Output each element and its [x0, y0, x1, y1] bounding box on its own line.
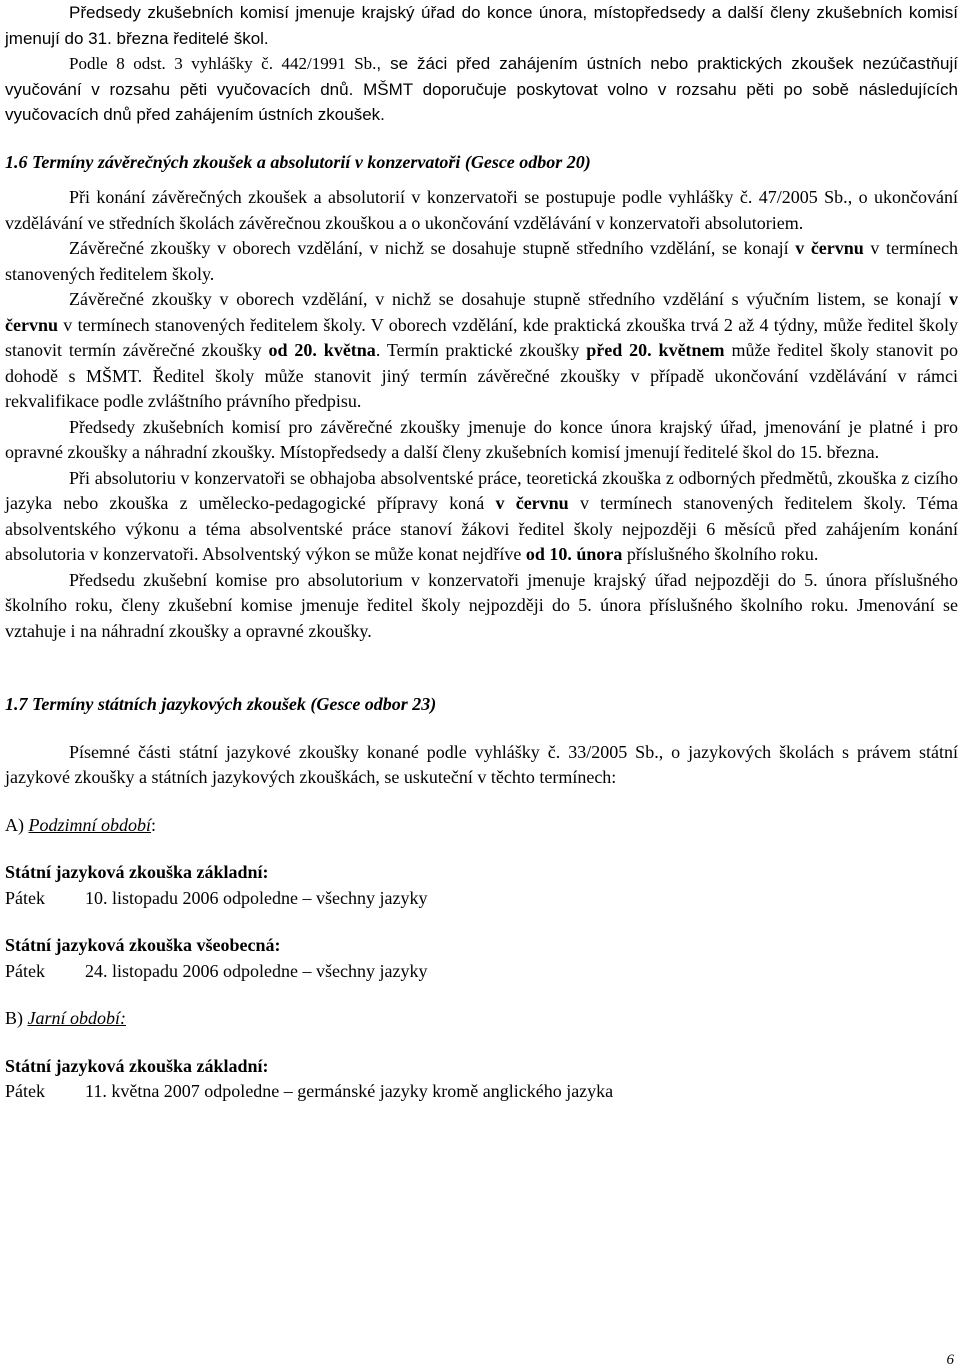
text: v termínech stanovených ředitelem školy. [5, 238, 958, 284]
text: Při absolutoriu v konzervatoři se obhajoba absolventské práce, teoretická zkouška z odborných předmětů, zkouška z cizího jazyka nebo zkouška z umělecko-pedagogické přípravy koná [5, 467, 958, 513]
text: v termínech stanovených ředitelem školy. V oborech vzdělání, kde praktická zkouška trvá 2 až 4 týdny, může ředitel školy stanovit termín závěrečné zkoušky [5, 314, 958, 360]
text: A) [5, 814, 29, 835]
bold-text: od 10. února [525, 544, 623, 564]
text: Předsedy zkušebních komisí jmenuje krajský úřad do konce února, místopředsedy a další členy zkušebních komisí jmenují do 31. března ředitelé škol. [5, 3, 958, 48]
exam-day: Pátek [5, 960, 45, 981]
exam-day: Pátek [5, 1081, 45, 1101]
exam-row [5, 886, 958, 912]
bold-text: od 20. května [268, 340, 376, 360]
page-number: 6 [946, 1352, 954, 1368]
text: Závěrečné zkoušky v oborech vzdělání, v nichž se dosahuje stupně středního vzdělání, se konají [69, 238, 796, 258]
text: . Termín praktické zkoušky [375, 340, 587, 360]
text: může ředitel školy stanovit po dohodě s MŠMT. Ředitel školy může stanovit jiný termín závěrečné zkoušky v případě ukončování vzdělávání v rámci rekvalifikace podle zvláštního právního předpisu. [5, 340, 958, 411]
exam-row [5, 959, 958, 985]
section-1-7-intro: Písemné části státní jazykové zkoušky konané podle vyhlášky č. 33/2005 Sb., o jazykových školách s právem státní jazykové zkoušky a státních jazykových zkouškách, se uskuteční v těchto termínech: [5, 741, 958, 787]
text: Závěrečné zkoušky v oborech vzdělání, v nichž se dosahuje stupně středního vzdělání s výučním listem, se konají [69, 289, 949, 309]
section-1-6-paragraph-1 [5, 185, 958, 236]
section-1-6-paragraph-4: Předsedy zkušebních komisí pro závěrečné zkoušky jmenuje do konce února krajský úřad, jmenování je platné i pro opravné zkoušky a náhradní zkoušky. Místopředsedy a další členy zkušebních komisí jmenují ředitelé škol do 15. března. [5, 416, 958, 462]
bold-text: v červnu [795, 238, 864, 258]
intro-paragraph-1 [5, 0, 958, 51]
exam-date: 11. května 2007 odpoledne – germánské jazyky kromě anglického jazyka [85, 1081, 614, 1101]
text: : [151, 814, 157, 835]
text: příslušného školního roku. [622, 544, 819, 564]
section-1-7-heading: 1.7 Termíny státních jazykových zkoušek (Gesce odbor 23) [5, 694, 437, 714]
section-1-6-paragraph-2 [5, 236, 958, 287]
exam-day: Pátek [5, 887, 45, 908]
text: , se žáci před zahájením ústních nebo praktických zkoušek nezúčastňují vyučování v rozsahu pěti vyučovacích dnů. [5, 54, 958, 99]
underlined-text: Podzimní období [28, 814, 152, 835]
text: Při konání závěrečných zkoušek a absolutorií v konzervatoři se postupuje podle vyhlášky č. 47/2005 Sb. [69, 187, 848, 207]
exam-row [5, 1079, 958, 1105]
section-1-6-paragraph-3 [5, 287, 958, 415]
section-1-6-paragraph-5 [5, 466, 958, 568]
document-page [5, 0, 958, 1105]
text: Podle 8 odst. 3 vyhlášky č. 442/1991 Sb. [69, 54, 377, 73]
text: B) [5, 1008, 28, 1028]
text: MŠMT doporučuje poskytovat volno v rozsahu pěti po sobě následujících vyučovacích dnů před zahájením ústních zkoušek. [5, 79, 958, 124]
section-1-6-paragraph-6: Předsedu zkušební komise pro absolutorium v konzervatoři jmenuje krajský úřad nejpozději do 5. února příslušného školního roku, členy zkušební komise jmenuje ředitel školy nejpozději do 5. února příslušného školního roku. Jmenování se vztahuje i na náhradní zkoušky a opravné zkoušky. [5, 569, 958, 641]
exam-basic-heading: Státní jazyková zkouška základní: [5, 862, 269, 882]
period-a-label [5, 813, 958, 839]
exam-date: 10. listopadu 2006 odpoledne – všechny jazyky [85, 887, 428, 908]
text: v termínech stanovených ředitelem školy. Téma absolventského výkonu a téma absolventské práce stanoví žákovi ředitel školy nejpozději 6 měsíců před zahájením konání absolutoria v konzervatoři. Absolventský výkon se může konat nejdříve [5, 493, 958, 564]
exam-date: 24. listopadu 2006 odpoledne – všechny jazyky [85, 960, 428, 981]
intro-paragraph-2 [5, 51, 958, 128]
underlined-text: Jarní období: [27, 1008, 126, 1028]
section-1-6-heading: 1.6 Termíny závěrečných zkoušek a absolutorií v konzervatoři (Gesce odbor 20) [5, 151, 591, 172]
bold-text: v červnu [5, 289, 958, 335]
bold-text: v červnu [495, 493, 569, 513]
text: , o ukončování vzdělávání ve středních školách závěrečnou zkouškou a o ukončování vzdělávání v konzervatoři absolutoriem. [5, 187, 959, 233]
exam-general-heading: Státní jazyková zkouška všeobecná: [5, 935, 281, 955]
exam-basic-heading-2: Státní jazyková zkouška základní: [5, 1055, 269, 1076]
period-b-label [5, 1006, 958, 1032]
bold-text: před 20. květnem [586, 340, 725, 360]
